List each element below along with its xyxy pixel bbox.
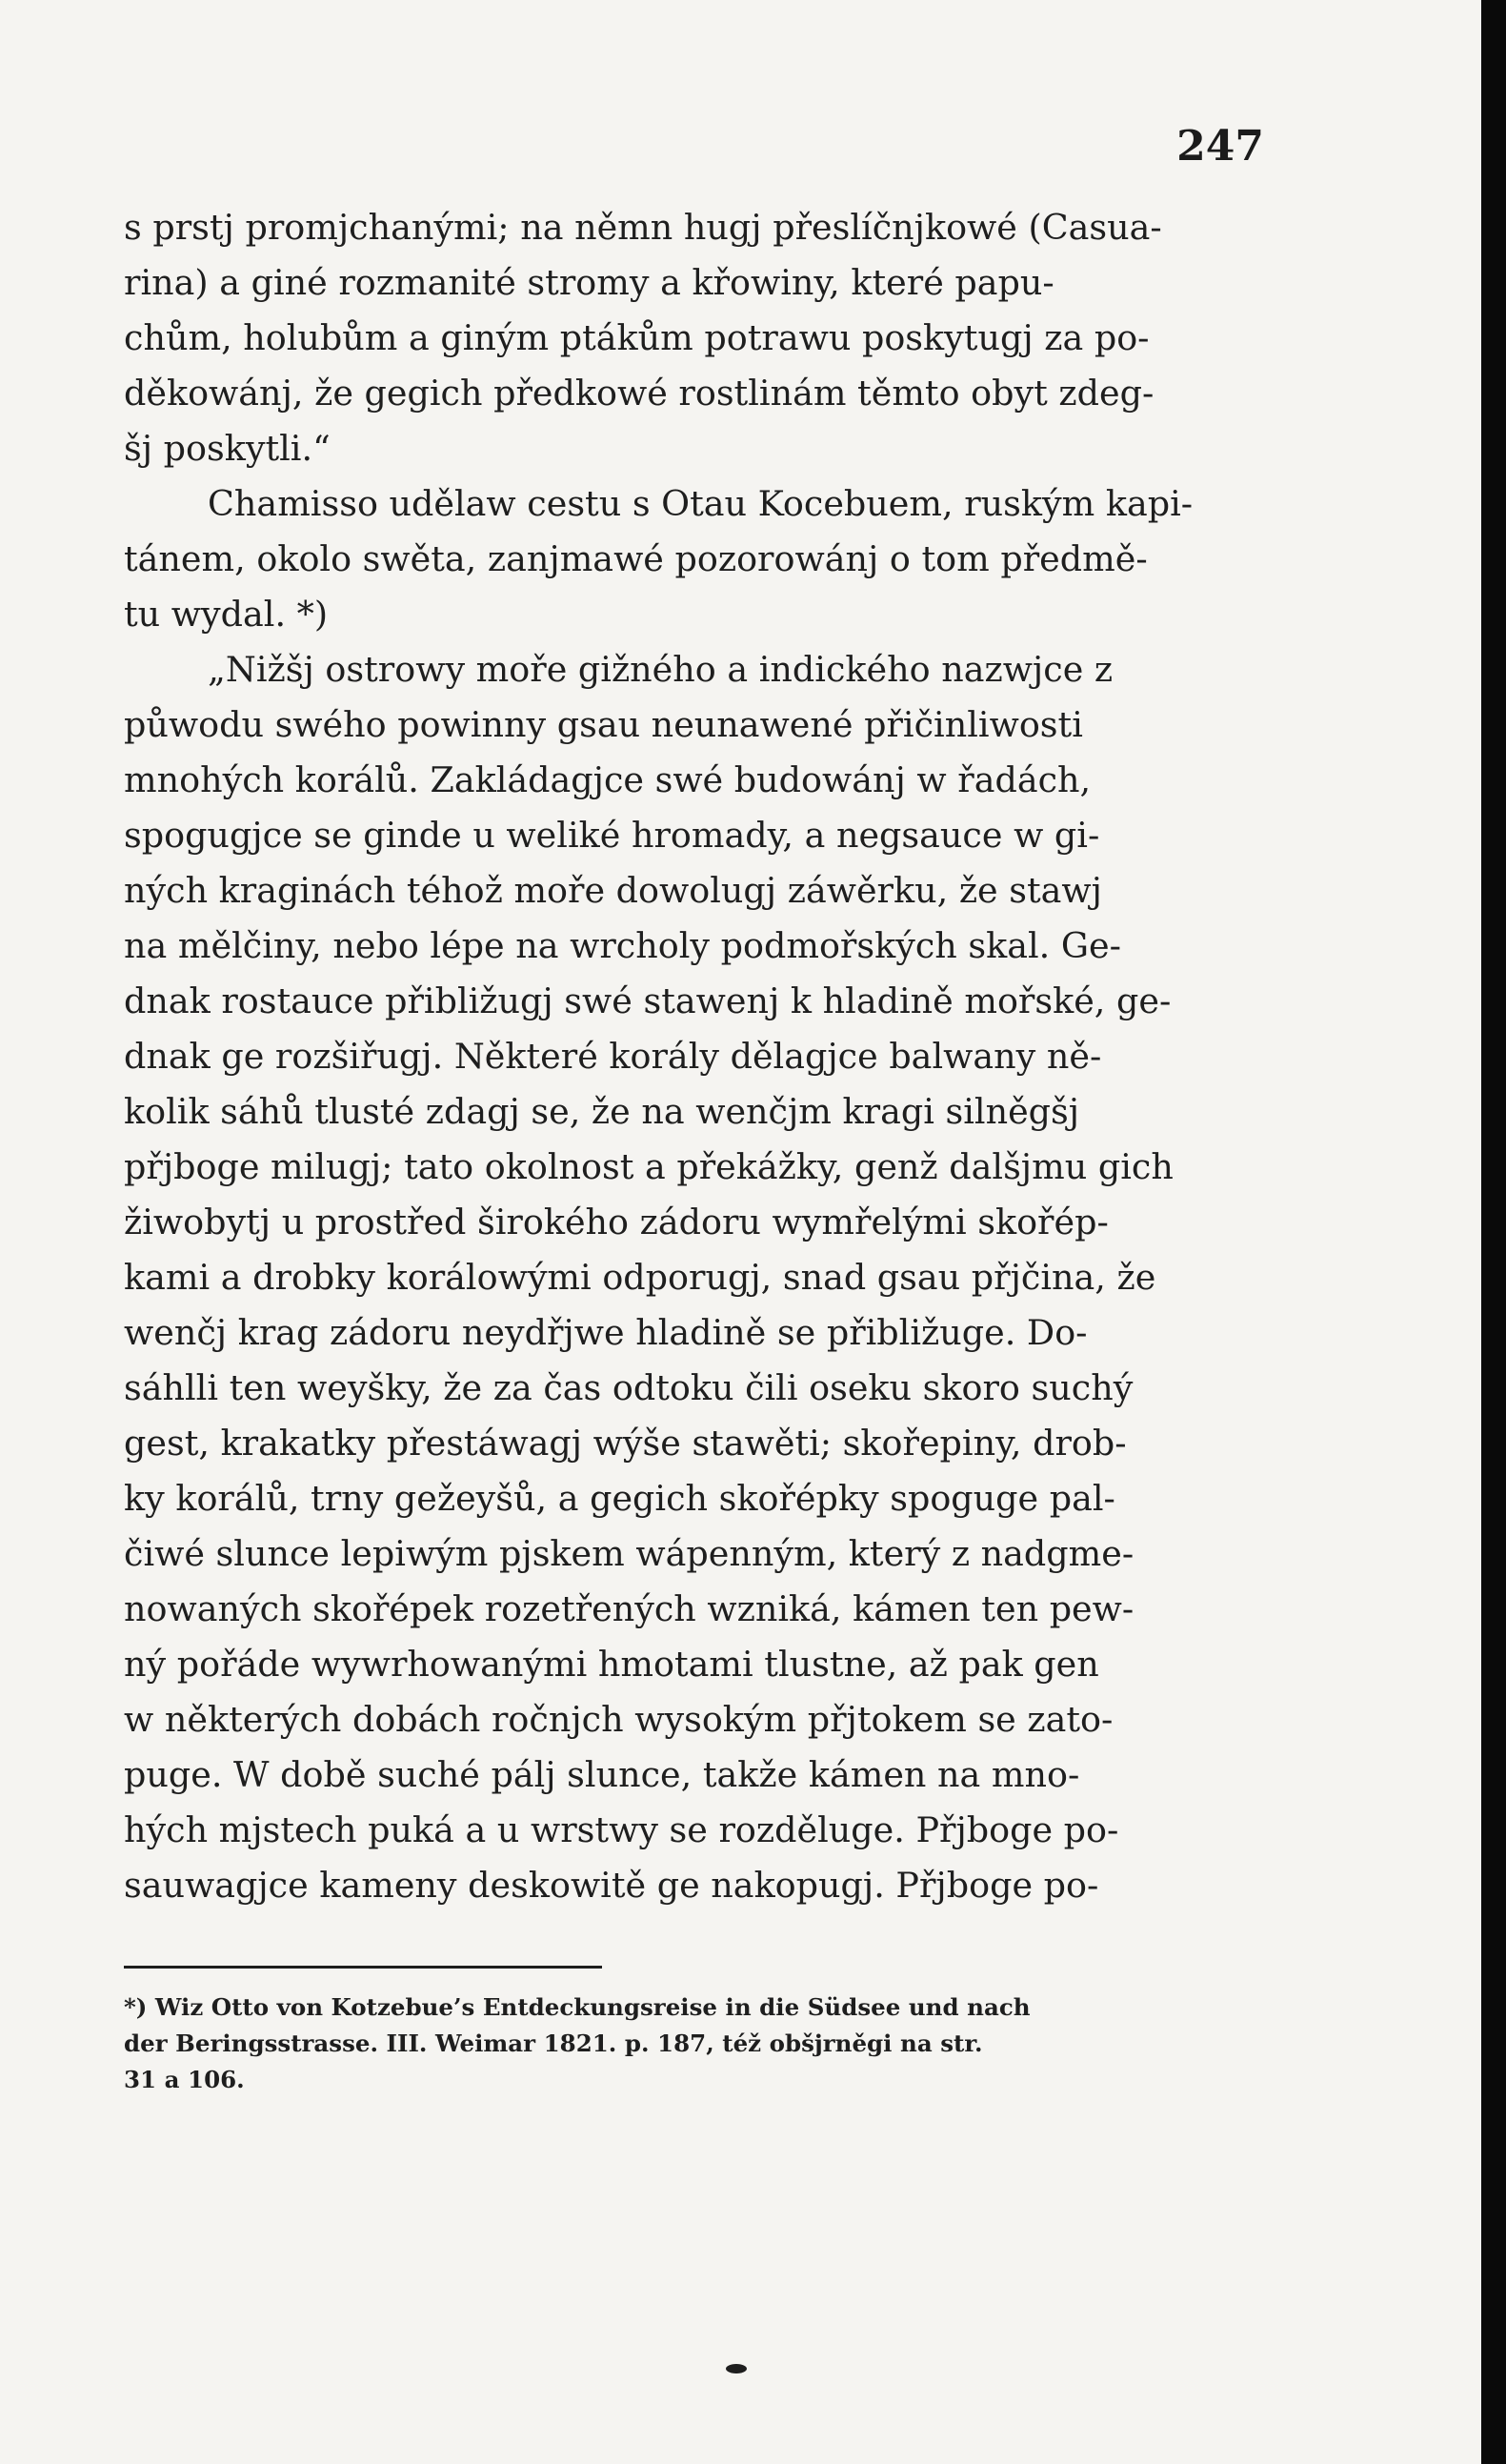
text-line: půwodu swého powinny gsau neunawené přičinliwosti (124, 704, 1083, 745)
footnote-line: *) Wiz Otto von Kotzebue’s Entdeckungsreise in die Südsee und nach (124, 1993, 1031, 2021)
text-line: kolik sáhů tlusté zdagj se, že na wenčjm kragi silněgšj (124, 1091, 1080, 1132)
text-line: w některých dobách ročnjch wysokým přjtokem se zato- (124, 1699, 1114, 1740)
text-line: wenčj krag zádoru neydřjwe hladině se přibližuge. Do- (124, 1312, 1088, 1353)
text-line: ky korálů, trny gežeyšů, a gegich skořépky spoguge pal- (124, 1478, 1115, 1519)
text-line: ných kraginách téhož moře dowolugj záwěrku, že stawj (124, 870, 1102, 911)
footnote (124, 1989, 1276, 2098)
text-line: dnak rostauce přibližugj swé stawenj k hladině mořské, ge- (124, 980, 1172, 1021)
page-number: 247 (1176, 122, 1264, 171)
text-line: kami a drobky korálowými odporugj, snad gsau přjčina, že (124, 1257, 1156, 1298)
text-line: ný pořáde wywrhowanými hmotami tlustne, až pak gen (124, 1644, 1099, 1685)
text-line: čiwé slunce lepiwým pjskem wápenným, který z nadgme- (124, 1533, 1135, 1574)
text-line: nowaných skořépek rozetřených wzniká, kámen ten pew- (124, 1588, 1135, 1629)
text-line: chům, holubům a giným ptákům potrawu poskytugj za po- (124, 317, 1150, 358)
text-line: gest, krakatky přestáwagj wýše stawěti; skořepiny, drob- (124, 1423, 1127, 1464)
footnote-line: der Beringsstrasse. III. Weimar 1821. p. 187, též obšjrněgi na str. (124, 2030, 983, 2057)
text-line: sáhlli ten weyšky, že za čas odtoku čili oseku skoro suchý (124, 1367, 1134, 1408)
text-line: šj poskytli.“ (124, 428, 331, 469)
text-line: Chamisso udělaw cestu s Otau Kocebuem, ruským kapi- (208, 483, 1194, 524)
text-line: „Nižšj ostrowy moře gižného a indického nazwjce z (208, 649, 1114, 690)
text-line: dnak ge rozšiřugj. Některé korály dělagjce balwany ně- (124, 1036, 1102, 1077)
text-line: rina) a giné rozmanité stromy a křowiny, které papu- (124, 262, 1054, 303)
text-line: děkowánj, že gegich předkowé rostlinám těmto obyt zdeg- (124, 373, 1155, 414)
text-line: tu wydal. *) (124, 594, 329, 635)
text-line: na mělčiny, nebo lépe na wrcholy podmořských skal. Ge- (124, 925, 1121, 966)
text-line: tánem, okolo swěta, zanjmawé pozorowánj o tom předmě- (124, 538, 1148, 579)
text-line: puge. W době suché pálj slunce, takže kámen na mno- (124, 1754, 1080, 1795)
text-line: s prstj promjchanými; na němn hugj přeslíčnjkowé (Casua- (124, 207, 1162, 248)
footnote-divider (124, 1966, 602, 1969)
body-text (124, 200, 1267, 1913)
text-line: sauwagjce kameny deskowitě ge nakopugj. Přjboge po- (124, 1865, 1099, 1906)
text-line: přjboge milugj; tato okolnost a překážky, genž dalšjmu gich (124, 1146, 1174, 1187)
footnote-line: 31 a 106. (124, 2066, 245, 2093)
text-line: spogugjce se ginde u weliké hromady, a negsauce w gi- (124, 815, 1100, 856)
ink-spot (726, 2364, 747, 2373)
text-line: hých mjstech puká a u wrstwy se rozděluge. Přjboge po- (124, 1809, 1119, 1850)
text-line: žiwobytj u prostřed širokého zádoru wymřelými skořép- (124, 1202, 1109, 1242)
text-line: mnohých korálů. Zakládagjce swé budowánj w řadách, (124, 759, 1092, 800)
